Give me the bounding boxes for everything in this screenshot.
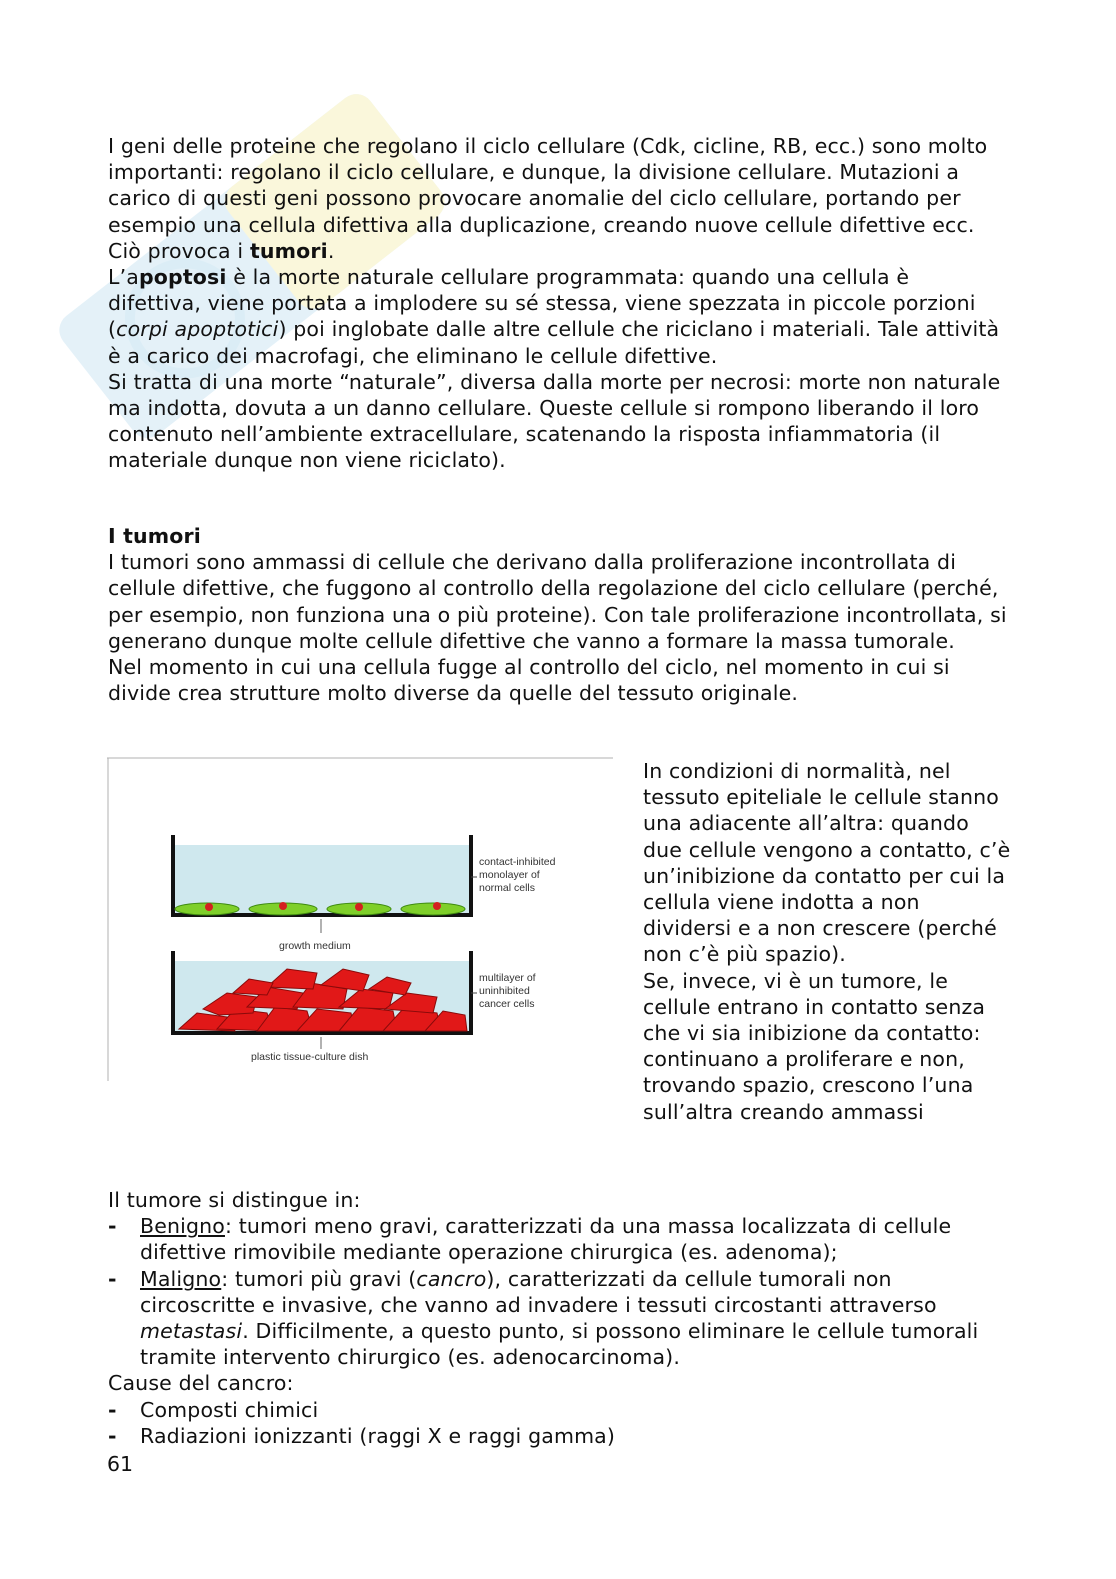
list-dash: - bbox=[108, 1214, 117, 1239]
term-tumori: tumori bbox=[249, 238, 328, 263]
paragraph-tumor-condition: Se, invece, vi è un tumore, le cellule entrano in contatto senza che vi sia inibizione da contatto: continuano a proliferare e non, trovando spazio, crescono l’una sull’altra creando ammassi bbox=[643, 968, 986, 1124]
paragraph-tumori-structure: Nel momento in cui una cellula fugge al controllo del ciclo, nel momento in cui si divide crea strutture molto diverse da quelle del tessuto originale. bbox=[108, 655, 950, 706]
term-apoptosi: poptosi bbox=[138, 265, 227, 290]
term-metastasi: metastasi bbox=[140, 1319, 243, 1344]
tumor-types-list bbox=[108, 1213, 1008, 1370]
contact-inhibition-text bbox=[643, 758, 1013, 1146]
tumori-section bbox=[108, 523, 1008, 706]
label-contact-inhibited-1: contact-inhibited bbox=[479, 856, 556, 868]
normal-cell-nucleus bbox=[355, 903, 363, 911]
term-corpi-apoptotici: corpi apoptotici bbox=[116, 317, 279, 342]
paragraph-normal-condition: In condizioni di normalità, nel tessuto epiteliale le cellule stanno una adiacente all’altra: quando due cellule vengono a contatto, c’è un’inibizione da contatto per cui la cellula viene indotta a non dividersi e a non crescere (perché non c’è più spazio). bbox=[643, 759, 1011, 967]
normal-cell bbox=[401, 903, 465, 915]
label-growth-medium: growth medium bbox=[279, 940, 351, 952]
list-item-cause: - Radiazioni ionizzanti (raggi X e raggi gamma) bbox=[108, 1423, 616, 1448]
normal-cell-nucleus bbox=[205, 903, 213, 911]
label-multilayer-1: multilayer of bbox=[479, 972, 536, 984]
label-plastic-dish: plastic tissue-culture dish bbox=[251, 1051, 369, 1063]
contact-inhibition-figure bbox=[107, 757, 617, 1085]
paragraph-apoptosis: L’apoptosi è la morte naturale cellulare programmata: quando una cellula è difettiva, viene portata a implodere su sé stessa, viene spezzata in piccole porzioni (corpi apoptotici) poi inglobate dalle altre cellule che riciclano i materiali. Tale attività è a carico dei macrofagi, che eliminano le cellule difettive. bbox=[108, 265, 1000, 368]
list-dash: - bbox=[108, 1397, 117, 1422]
intro-section bbox=[108, 133, 1008, 474]
term-benigno: Benigno bbox=[140, 1214, 225, 1239]
term-cancro: cancro bbox=[416, 1266, 487, 1291]
classification-section bbox=[108, 1187, 1008, 1449]
list-item-cause: - Composti chimici bbox=[108, 1397, 319, 1422]
term-maligno: Maligno bbox=[140, 1266, 222, 1291]
page-number: 61 bbox=[107, 1452, 134, 1476]
list-item-maligno: - Maligno: tumori più gravi (cancro), caratterizzati da cellule tumorali non circoscritte e invasive, che vanno ad invadere i tessuti circostanti attraverso metastasi. Difficilmente, a questo punto, si possono eliminare le cellule tumorali tramite intervento chirurgico (es. adenocarcinoma). bbox=[108, 1266, 979, 1370]
list-dash: - bbox=[108, 1423, 117, 1448]
section-heading-tumori: I tumori bbox=[108, 524, 201, 548]
label-multilayer-3: cancer cells bbox=[479, 998, 535, 1010]
paragraph-cell-cycle-genes: I geni delle proteine che regolano il ciclo cellulare (Cdk, cicline, RB, ecc.) sono molto importanti: regolano il ciclo cellulare, e dunque, la divisione cellulare. Mutazioni a carico di questi geni possono provocare anomalie del ciclo cellulare, portando per esempio una cellula difettiva alla duplicazione, creando nuove cellule difettive ecc. Ciò provoca i tumori. bbox=[108, 134, 988, 263]
cause-list bbox=[108, 1397, 1008, 1449]
paragraph-tumori-definition: I tumori sono ammassi di cellule che derivano dalla proliferazione incontrollata di cellule difettive, che fuggono al controllo della regolazione del ciclo cellulare (perché, per esempio, non funziona una o più proteine). Con tale proliferazione incontrollata, si generano dunque molte cellule difettive che vanno a formare la massa tumorale. bbox=[108, 550, 1007, 653]
list-item-benigno: - Benigno: tumori meno gravi, caratterizzati da una massa localizzata di cellule difettive rimovibile mediante operazione chirurgica (es. adenoma); bbox=[108, 1214, 952, 1265]
normal-cell-nucleus bbox=[433, 902, 441, 910]
cause-intro: Cause del cancro: bbox=[108, 1371, 294, 1396]
paragraph-necrosis: Si tratta di una morte “naturale”, diversa dalla morte per necrosi: morte non naturale ma indotta, dovuta a un danno cellulare. Queste cellule si rompono liberando il loro contenuto nell’ambiente extracellulare, scatenando la risposta infiammatoria (il materiale dunque non viene riciclato). bbox=[108, 369, 1001, 473]
list-dash: - bbox=[108, 1266, 117, 1291]
label-multilayer-2: uninhibited bbox=[479, 985, 530, 997]
label-contact-inhibited-3: normal cells bbox=[479, 882, 536, 894]
classification-intro: Il tumore si distingue in: bbox=[108, 1188, 361, 1212]
normal-cell-nucleus bbox=[279, 902, 287, 910]
label-contact-inhibited-2: monolayer of bbox=[479, 869, 540, 881]
